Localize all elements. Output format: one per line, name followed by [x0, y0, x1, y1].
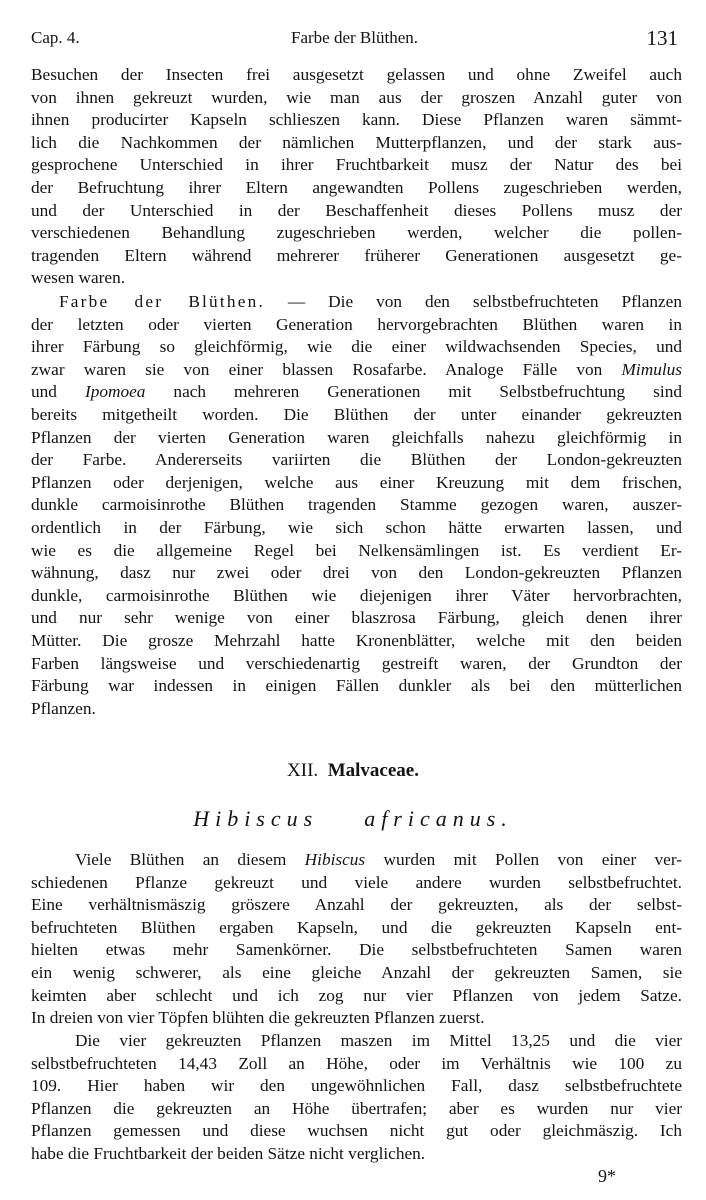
text-line: ordentlich in der Färbung, wie sich schon hätte erwarten lassen, und [31, 517, 682, 537]
text-line [31, 849, 682, 872]
text-line: Mütter. Die grosze Mehrzahl hatte Kronenblätter, welche mit den beiden [31, 630, 682, 650]
text-fragment: — Die von den selbstbefruchteten Pflanzen [264, 292, 682, 311]
genus-name: Ipomoea [84, 382, 146, 402]
species-genus: Hibiscus [193, 806, 319, 831]
running-head [31, 28, 678, 52]
text-line: wesen waren. [31, 268, 126, 288]
paragraph-continuation [31, 64, 682, 290]
genus-name: Hibiscus [304, 850, 366, 869]
text-line: schiedenen Pflanze gekreuzt und viele andere wurden selbstbefruchtet. [31, 872, 682, 892]
text-line: wähnung, dasz nur zwei oder drei von den London-gekreuzten Pflanzen [31, 563, 682, 583]
text-line [31, 381, 682, 404]
text-line: ein wenig schwerer, als eine gleiche Anzahl der gekreuzten Samen, sie [31, 962, 682, 982]
text-line: habe die Fruchtbarkeit der beiden Sätze nicht verglichen. [31, 1143, 426, 1163]
text-line: dunkle carmoisinrothe Blüthen tragenden Stamme gezogen waren, auszer- [31, 495, 682, 515]
text-line: dunkle, carmoisinrothe Blüthen wie diejenigen ihrer Väter hervorbrachten, [31, 585, 682, 605]
text-line: der Farbe. Andererseits variirten die Blüthen der London-gekreuzten [31, 450, 682, 470]
text-line: ihrer Färbung so gleichförmig, wie die einer wildwachsenden Species, und [31, 337, 682, 357]
text-fragment: zwar waren sie von einer blassen Rosafarbe. Analoge Fälle von [31, 359, 603, 379]
text-line: hielten etwas mehr Samenkörner. Die selbstbefruchteten Samen waren [31, 940, 682, 960]
species-heading [0, 806, 706, 832]
text-line: Pflanzen die gekreuzten an Höhe übertrafen; aber es wurden nur vier [31, 1098, 682, 1118]
text-line: und der Unterschied in der Beschaffenheit dieses Pollens musz der [31, 200, 682, 220]
text-line: gesprochene Unterschied in ihrer Fruchtbarkeit musz der Natur des bei [31, 155, 682, 175]
text-line: Besuchen der Insecten frei ausgesetzt gelassen und ohne Zweifel auch [31, 65, 682, 84]
section-numeral: XII. [287, 760, 319, 781]
text-fragment: wurden mit Pollen von einer ver- [383, 850, 683, 869]
running-title: Farbe der Blüthen. [291, 28, 418, 47]
text-line: Farben längsweise und verschiedenartig gestreift waren, der Grundton der [31, 653, 682, 673]
text-line: bereits mitgetheilt worden. Die Blüthen der unter einander gekreuzten [31, 404, 682, 424]
text-fragment: nach mehreren Generationen mit Selbstbefruchtung sind [173, 382, 682, 402]
text-line: ihnen producirter Kapseln schlieszen kann. Diese Pflanzen waren sämmt- [31, 110, 682, 130]
text-line: 109. Hier haben wir den ungewöhnlichen Fall, dasz selbstbefruchtete [31, 1076, 682, 1096]
text-line: tragenden Eltern während mehrerer früherer Generationen ausgesetzt ge- [31, 245, 682, 265]
text-line: Eine verhältnismäszig gröszere Anzahl der gekreuzten, als der selbst- [31, 895, 682, 915]
text-line: Die vier gekreuzten Pflanzen maszen im Mittel 13,25 und die vier [75, 1031, 682, 1050]
text-line: von ihnen gekreuzt wurden, wie man aus der groszen Anzahl guter von [31, 87, 682, 107]
text-line: der Befruchtung ihrer Eltern angewandten Pollens zugeschrieben werden, [31, 177, 682, 197]
genus-name: Mimulus [621, 359, 682, 379]
text-line: Pflanzen. [31, 698, 96, 718]
section-heading [0, 760, 706, 782]
signature-mark: 9* [598, 1166, 616, 1186]
text-line [31, 291, 682, 314]
text-line [31, 359, 682, 382]
paragraph-heading: Farbe der Blüthen. [59, 292, 265, 311]
paragraph-flower-color [31, 291, 682, 720]
text-fragment: und [31, 382, 57, 402]
text-line: In dreien von vier Töpfen blühten die gekreuzten Pflanzen zuerst. [31, 1008, 485, 1028]
paragraph-measurements [31, 1030, 682, 1166]
text-line: keimten aber schlecht und ich zog nur vier Pflanzen von jedem Satze. [31, 985, 682, 1005]
paragraph-hibiscus [31, 849, 682, 1030]
text-line: verschiedenen Behandlung zugeschrieben werden, welcher die pollen- [31, 223, 682, 243]
text-line: der letzten oder vierten Generation hervorgebrachten Blüthen waren in [31, 314, 682, 334]
text-line: Pflanzen oder derjenigen, welche aus einer Kreuzung mit dem frischen, [31, 472, 682, 492]
text-line: und nur sehr wenige von einer blaszrosa Färbung, gleich denen ihrer [31, 608, 682, 628]
text-line: Pflanzen der vierten Generation waren gleichfalls nahezu gleichförmig in [31, 427, 682, 447]
text-line: selbstbefruchteten 14,43 Zoll an Höhe, oder im Verhältnis wie 100 zu [31, 1053, 682, 1073]
page-number: 131 [646, 26, 678, 50]
text-line: Färbung war indessen in einigen Fällen dunkler als bei den mütterlichen [31, 676, 682, 696]
text-fragment: Viele Blüthen an diesem [75, 850, 287, 869]
text-line: befruchteten Blüthen ergaben Kapseln, und die gekreuzten Kapseln ent- [31, 917, 682, 937]
text-line: Pflanzen gemessen und diese wuchsen nicht gut oder gleichmäszig. Ich [31, 1121, 682, 1141]
section-title: Malvaceae. [327, 760, 419, 781]
chapter-label: Cap. 4. [31, 28, 80, 47]
text-line: lich die Nachkommen der nämlichen Mutterpflanzen, und der stark aus- [31, 132, 682, 152]
text-line: wie es die allgemeine Regel bei Nelkensämlingen ist. Es verdient Er- [31, 540, 682, 560]
species-epithet: africanus. [364, 806, 513, 831]
